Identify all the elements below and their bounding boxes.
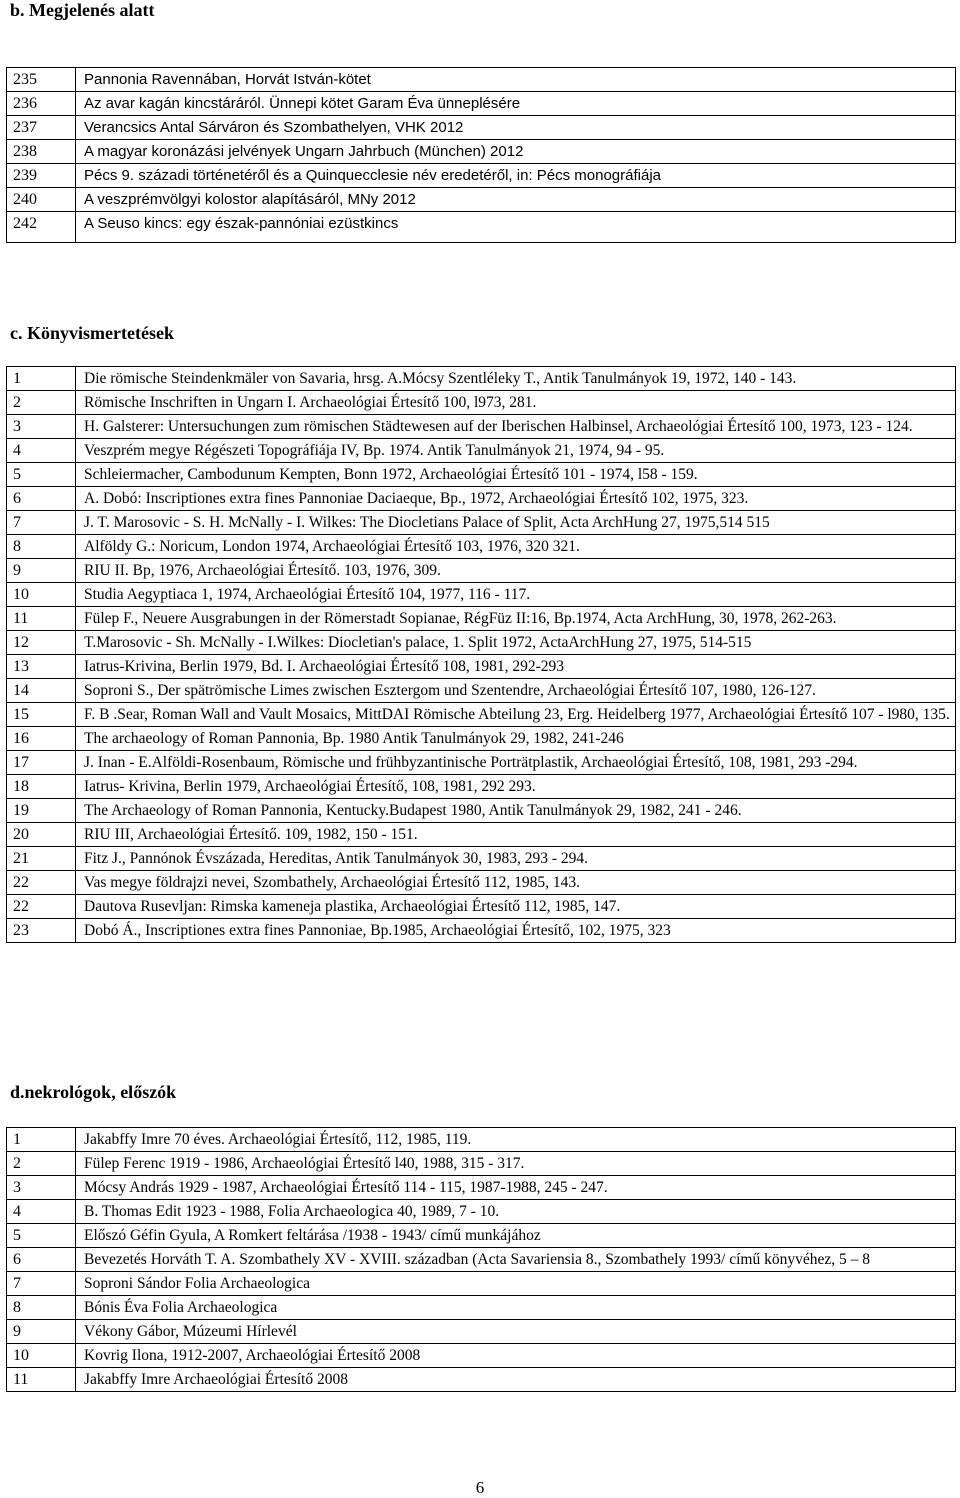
entry-number: 3	[7, 415, 76, 439]
table-row	[7, 1128, 956, 1152]
entry-citation: H. Galsterer: Untersuchungen zum römischen Städtewesen auf der Iberischen Halbinsel, Archaeológiai Értesítő 100, 1973, 123 - 124.	[76, 415, 956, 439]
entry-citation: RIU II. Bp, 1976, Archaeológiai Értesítő. 103, 1976, 309.	[76, 559, 956, 583]
table-row	[7, 895, 956, 919]
table-row	[7, 415, 956, 439]
section-heading-nekrologok: d.nekrológok, előszók	[10, 1082, 177, 1102]
entry-number: 9	[7, 1320, 76, 1344]
entry-citation: Dobó Á., Inscriptiones extra fines Pannoniae, Bp.1985, Archaeológiai Értesítő, 102, 1975, 323	[76, 919, 956, 943]
entry-number: 237	[7, 116, 76, 140]
page-number: 6	[475, 1478, 485, 1497]
entry-citation: Dautova Rusevljan: Rimska kameneja plastika, Archaeológiai Értesítő 112, 1985, 147.	[76, 895, 956, 919]
entry-number: 22	[7, 895, 76, 919]
entry-number: 238	[7, 140, 76, 164]
book-reviews-table	[6, 366, 956, 943]
table-row	[7, 1320, 956, 1344]
entry-number: 6	[7, 487, 76, 511]
entry-number: 235	[7, 68, 76, 92]
entry-number: 6	[7, 1248, 76, 1272]
entry-citation: Az avar kagán kincstáráról. Ünnepi kötet Garam Éva ünneplésére	[76, 92, 956, 116]
entry-number: 21	[7, 847, 76, 871]
entry-citation: J. T. Marosovic - S. H. McNally - I. Wilkes: The Diocletians Palace of Split, Acta ArchHung 27, 1975,514 515	[76, 511, 956, 535]
entry-number: 17	[7, 751, 76, 775]
entry-number: 236	[7, 92, 76, 116]
entry-number: 4	[7, 439, 76, 463]
table-row	[7, 655, 956, 679]
entry-citation: Fülep F., Neuere Ausgrabungen in der Römerstadt Sopianae, RégFüz II:16, Bp.1974, Acta ArchHung, 30, 1978, 262-263.	[76, 607, 956, 631]
table-row	[7, 212, 956, 243]
entry-number: 22	[7, 871, 76, 895]
entry-number: 2	[7, 391, 76, 415]
table-row	[7, 823, 956, 847]
table-row	[7, 919, 956, 943]
entry-citation: A magyar koronázási jelvények Ungarn Jahrbuch (München) 2012	[76, 140, 956, 164]
table-row	[7, 871, 956, 895]
section-heading-megjelenes-alatt: b. Megjelenés alatt	[10, 0, 155, 20]
table-row	[7, 1248, 956, 1272]
table-row	[7, 511, 956, 535]
table-row	[7, 799, 956, 823]
entry-number: 11	[7, 1368, 76, 1392]
table-row	[7, 727, 956, 751]
entry-citation: Mócsy András 1929 - 1987, Archaeológiai Értesítő 114 - 115, 1987-1988, 245 - 247.	[76, 1176, 956, 1200]
table-row	[7, 1152, 956, 1176]
entry-number: 2	[7, 1152, 76, 1176]
entry-citation: A Seuso kincs: egy észak-pannóniai ezüstkincs	[76, 212, 956, 243]
table-row	[7, 1368, 956, 1392]
entry-number: 8	[7, 535, 76, 559]
entry-citation: RIU III, Archaeológiai Értesítő. 109, 1982, 150 - 151.	[76, 823, 956, 847]
table-row	[7, 116, 956, 140]
entry-number: 10	[7, 1344, 76, 1368]
entry-citation: Vas megye földrajzi nevei, Szombathely, Archaeológiai Értesítő 112, 1985, 143.	[76, 871, 956, 895]
entry-citation: Fitz J., Pannónok Évszázada, Hereditas, Antik Tanulmányok 30, 1983, 293 - 294.	[76, 847, 956, 871]
table-row	[7, 1200, 956, 1224]
entry-citation: Studia Aegyptiaca 1, 1974, Archaeológiai Értesítő 104, 1977, 116 - 117.	[76, 583, 956, 607]
entry-number: 1	[7, 367, 76, 391]
entry-number: 242	[7, 212, 76, 243]
table-row	[7, 92, 956, 116]
entry-citation: The Archaeology of Roman Pannonia, Kentucky.Budapest 1980, Antik Tanulmányok 29, 1982, 241 - 246.	[76, 799, 956, 823]
entry-number: 11	[7, 607, 76, 631]
entry-citation: Soproni S., Der spätrömische Limes zwischen Esztergom und Szentendre, Archaeológiai Értesítő 107, 1980, 126-127.	[76, 679, 956, 703]
entry-number: 5	[7, 463, 76, 487]
entry-citation: Römische Inschriften in Ungarn I. Archaeológiai Értesítő 100, l973, 281.	[76, 391, 956, 415]
entry-number: 13	[7, 655, 76, 679]
table-row	[7, 583, 956, 607]
entry-citation: Soproni Sándor Folia Archaeologica	[76, 1272, 956, 1296]
entry-number: 19	[7, 799, 76, 823]
entry-number: 14	[7, 679, 76, 703]
entry-citation: T.Marosovic - Sh. McNally - I.Wilkes: Diocletian's palace, 1. Split 1972, ActaArchHung 27, 1975, 514-515	[76, 631, 956, 655]
entry-citation: Jakabffy Imre 70 éves. Archaeológiai Értesítő, 112, 1985, 119.	[76, 1128, 956, 1152]
entry-citation: Kovrig Ilona, 1912-2007, Archaeológiai Értesítő 2008	[76, 1344, 956, 1368]
entry-number: 15	[7, 703, 76, 727]
table-row	[7, 631, 956, 655]
entry-citation: Vékony Gábor, Múzeumi Hírlevél	[76, 1320, 956, 1344]
entry-number: 1	[7, 1128, 76, 1152]
table-row	[7, 535, 956, 559]
entry-citation: F. B .Sear, Roman Wall and Vault Mosaics, MittDAI Römische Abteilung 23, Erg. Heidelberg 1977, Archaeológiai Értesítő 107 - l980, 135.	[76, 703, 956, 727]
entry-citation: Jakabffy Imre Archaeológiai Értesítő 2008	[76, 1368, 956, 1392]
table-row	[7, 1344, 956, 1368]
entry-citation: Alföldy G.: Noricum, London 1974, Archaeológiai Értesítő 103, 1976, 320 321.	[76, 535, 956, 559]
table-row	[7, 463, 956, 487]
entry-number: 5	[7, 1224, 76, 1248]
table-row	[7, 68, 956, 92]
entry-citation: Verancsics Antal Sárváron és Szombathelyen, VHK 2012	[76, 116, 956, 140]
entry-number: 12	[7, 631, 76, 655]
entry-citation: Pannonia Ravennában, Horvát István-kötet	[76, 68, 956, 92]
table-row	[7, 439, 956, 463]
entry-citation: B. Thomas Edit 1923 - 1988, Folia Archaeologica 40, 1989, 7 - 10.	[76, 1200, 956, 1224]
table-row	[7, 1224, 956, 1248]
section-heading-konyvismertetesek: c. Könyvismertetések	[10, 323, 174, 343]
entry-citation: Die römische Steindenkmäler von Savaria, hrsg. A.Mócsy Szentléleky T., Antik Tanulmányok 19, 1972, 140 - 143.	[76, 367, 956, 391]
table-row	[7, 1296, 956, 1320]
entry-citation: Bevezetés Horváth T. A. Szombathely XV - XVIII. században (Acta Savariensia 8., Szombathely 1993/ című könyvéhez, 5 – 8	[76, 1248, 956, 1272]
table-row	[7, 1272, 956, 1296]
entry-citation: Iatrus-Krivina, Berlin 1979, Bd. I. Archaeológiai Értesítő 108, 1981, 292-293	[76, 655, 956, 679]
entry-number: 239	[7, 164, 76, 188]
entry-citation: Bónis Éva Folia Archaeologica	[76, 1296, 956, 1320]
entry-number: 4	[7, 1200, 76, 1224]
table-row	[7, 188, 956, 212]
entry-number: 16	[7, 727, 76, 751]
table-row	[7, 847, 956, 871]
entry-number: 7	[7, 1272, 76, 1296]
entry-citation: A. Dobó: Inscriptiones extra fines Pannoniae Daciaeque, Bp., 1972, Archaeológiai Értesítő 102, 1975, 323.	[76, 487, 956, 511]
entry-number: 18	[7, 775, 76, 799]
entry-number: 8	[7, 1296, 76, 1320]
table-row	[7, 679, 956, 703]
entry-number: 10	[7, 583, 76, 607]
table-row	[7, 607, 956, 631]
table-row	[7, 487, 956, 511]
entry-number: 20	[7, 823, 76, 847]
entry-citation: A veszprémvölgyi kolostor alapításáról, MNy 2012	[76, 188, 956, 212]
entry-citation: J. Inan - E.Alföldi-Rosenbaum, Römische und frühbyzantinische Porträtplastik, Archaeológiai Értesítő, 108, 1981, 293 -294.	[76, 751, 956, 775]
entry-number: 3	[7, 1176, 76, 1200]
entry-citation: Pécs 9. századi történetéről és a Quinquecclesie név eredetéről, in: Pécs monográfiája	[76, 164, 956, 188]
table-row	[7, 559, 956, 583]
entry-citation: Veszprém megye Régészeti Topográfiája IV, Bp. 1974. Antik Tanulmányok 21, 1974, 94 - 95.	[76, 439, 956, 463]
table-row	[7, 391, 956, 415]
entry-citation: The archaeology of Roman Pannonia, Bp. 1980 Antik Tanulmányok 29, 1982, 241-246	[76, 727, 956, 751]
table-row	[7, 775, 956, 799]
table-row	[7, 703, 956, 727]
table-row	[7, 367, 956, 391]
table-row	[7, 164, 956, 188]
table-row	[7, 751, 956, 775]
table-row	[7, 140, 956, 164]
entry-number: 7	[7, 511, 76, 535]
table-row	[7, 1176, 956, 1200]
entry-number: 9	[7, 559, 76, 583]
obituaries-forewords-table	[6, 1127, 956, 1392]
entry-number: 240	[7, 188, 76, 212]
forthcoming-publications-table	[6, 67, 956, 243]
entry-citation: Iatrus- Krivina, Berlin 1979, Archaeológiai Értesítő, 108, 1981, 292 293.	[76, 775, 956, 799]
entry-citation: Fülep Ferenc 1919 - 1986, Archaeológiai Értesítő l40, 1988, 315 - 317.	[76, 1152, 956, 1176]
entry-citation: Schleiermacher, Cambodunum Kempten, Bonn 1972, Archaeológiai Értesítő 101 - 1974, l58 - 159.	[76, 463, 956, 487]
entry-number: 23	[7, 919, 76, 943]
entry-citation: Előszó Géfin Gyula, A Romkert feltárása /1938 - 1943/ című munkájához	[76, 1224, 956, 1248]
